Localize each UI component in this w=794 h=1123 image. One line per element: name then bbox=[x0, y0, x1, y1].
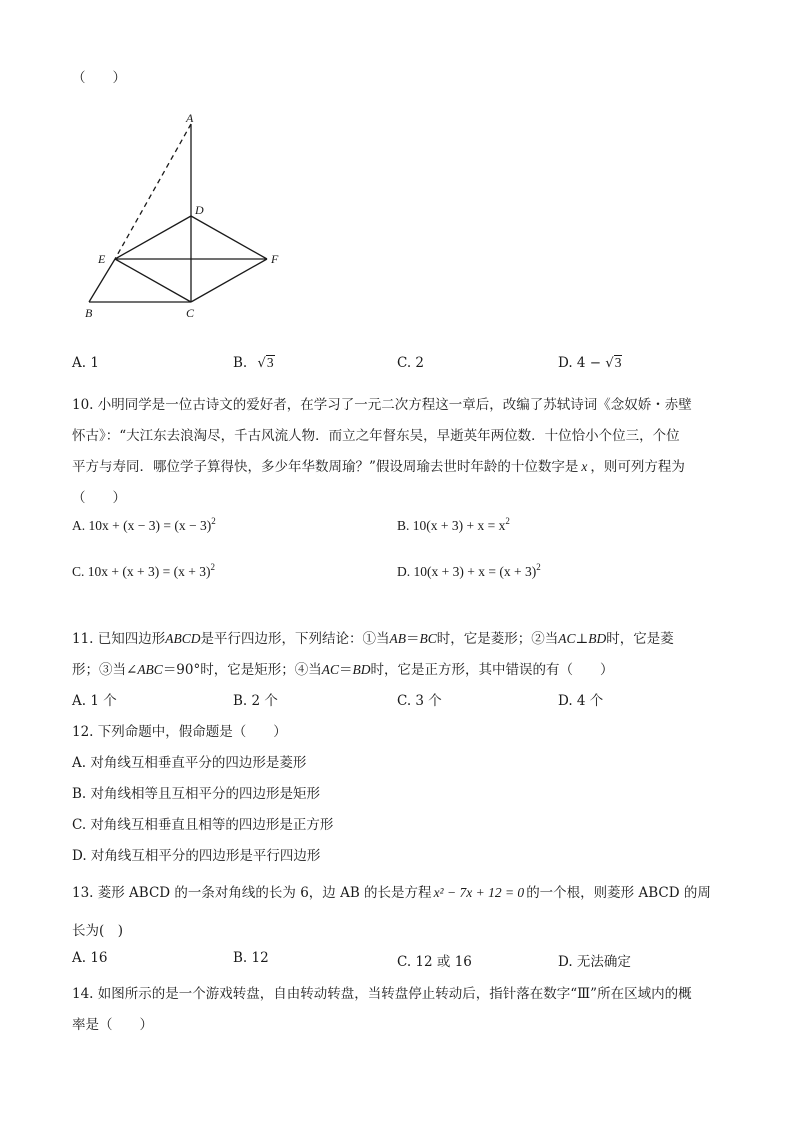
q10-option-c: C. $10x + (x + 3) = (x + 3)^2$ bbox=[72, 562, 215, 579]
q11-line-1: 11. 已知四边形ABCD是平行四边形，下列结论：①当AB＝BC时，它是菱形；②当AC⊥BD时，它是菱 bbox=[72, 631, 674, 647]
label-c: C bbox=[186, 306, 195, 320]
q13-line-1: 13. 菱形 ABCD 的一条对角线的长为 6，边 AB 的长是方程 x² − 7x + 12 = 0 的一个根，则菱形 ABCD 的周 bbox=[72, 885, 711, 901]
answer-paren: （ ） bbox=[72, 70, 126, 86]
q11-option-c: C. 3 个 bbox=[397, 693, 442, 709]
q13-option-d: D. 无法确定 bbox=[558, 954, 631, 970]
label-a: A bbox=[186, 111, 194, 125]
q12-option-d: D. 对角线互相平分的四边形是平行四边形 bbox=[72, 848, 321, 864]
q9-option-d-prefix: D. 4 − bbox=[558, 355, 602, 371]
segment-fc bbox=[191, 259, 267, 302]
q10-option-d: D. $10(x + 3) + x = (x + 3)^2$ bbox=[397, 562, 541, 579]
q13-option-c: C. 12 或 16 bbox=[397, 954, 472, 970]
q10-option-b: B. $10(x + 3) + x = x^2$ bbox=[397, 516, 510, 533]
q9-option-d-radicand: 3 bbox=[614, 355, 622, 370]
q10-line-1: 10. 小明同学是一位古诗文的爱好者，在学习了一元二次方程这一章后，改编了苏轼诗词《念奴娇・赤壁 bbox=[72, 397, 692, 413]
q12-stem: 12. 下列命题中，假命题是（ ） bbox=[72, 724, 287, 740]
q9-option-a: A. 1 bbox=[72, 355, 99, 371]
q10-option-a: A. $10x + (x - 3) = (x - 3)^2$ bbox=[72, 516, 216, 533]
q9-option-b: B. √3 bbox=[233, 355, 274, 371]
q10-line-3-tail: ，则可列方程为 bbox=[590, 459, 685, 475]
q12-option-b: B. 对角线相等且互相平分的四边形是矩形 bbox=[72, 786, 321, 802]
segment-ce bbox=[115, 259, 191, 302]
q12-option-c: C. 对角线互相垂直且相等的四边形是正方形 bbox=[72, 817, 334, 833]
geometry-figure bbox=[75, 108, 295, 338]
q10-variable-x: x bbox=[581, 459, 588, 474]
q13-line-2: 长为( ) bbox=[72, 923, 124, 939]
label-b: B bbox=[85, 306, 93, 320]
label-e: E bbox=[98, 252, 106, 266]
q10-paren: （ ） bbox=[72, 490, 126, 506]
q11-option-d: D. 4 个 bbox=[558, 693, 604, 709]
q11-line-2: 形；③当∠ABC＝90°时，它是矩形；④当AC＝BD时，它是正方形，其中错误的有（ ） bbox=[72, 662, 614, 678]
segment-ae-dashed bbox=[115, 124, 191, 259]
q11-option-a: A. 1 个 bbox=[72, 693, 117, 709]
q12-option-a: A. 对角线互相垂直平分的四边形是菱形 bbox=[72, 755, 307, 771]
q9-option-b-prefix: B. bbox=[233, 355, 248, 371]
label-d: D bbox=[195, 203, 204, 217]
segment-df bbox=[191, 216, 267, 259]
q9-option-d: D. 4 − √3 bbox=[558, 355, 622, 371]
q10-line-3-text: 平方与寿同．哪位学子算得快，多少年华数周瑜？”假设周瑜去世时年龄的十位数字是 bbox=[72, 459, 579, 475]
q13-equation: x² − 7x + 12 = 0 bbox=[433, 885, 525, 900]
q9-option-b-radicand: 3 bbox=[266, 355, 274, 370]
q9-option-c: C. 2 bbox=[397, 355, 425, 371]
q14-line-1: 14. 如图所示的是一个游戏转盘，自由转动转盘，当转盘停止转动后，指针落在数字“Ⅲ”所在区域内的概 bbox=[72, 986, 692, 1002]
q11-option-b: B. 2 个 bbox=[233, 693, 278, 709]
q13-option-b: B. 12 bbox=[233, 950, 269, 966]
q13-option-a: A. 16 bbox=[72, 950, 108, 966]
q10-line-3 bbox=[72, 455, 685, 475]
q10-line-2: 怀古》：“大江东去浪淘尽，千古风流人物．而立之年督东吴，早逝英年两位数．十位恰小个位三，个位 bbox=[72, 428, 680, 444]
label-f: F bbox=[271, 252, 279, 266]
q14-line-2: 率是（ ） bbox=[72, 1017, 153, 1033]
